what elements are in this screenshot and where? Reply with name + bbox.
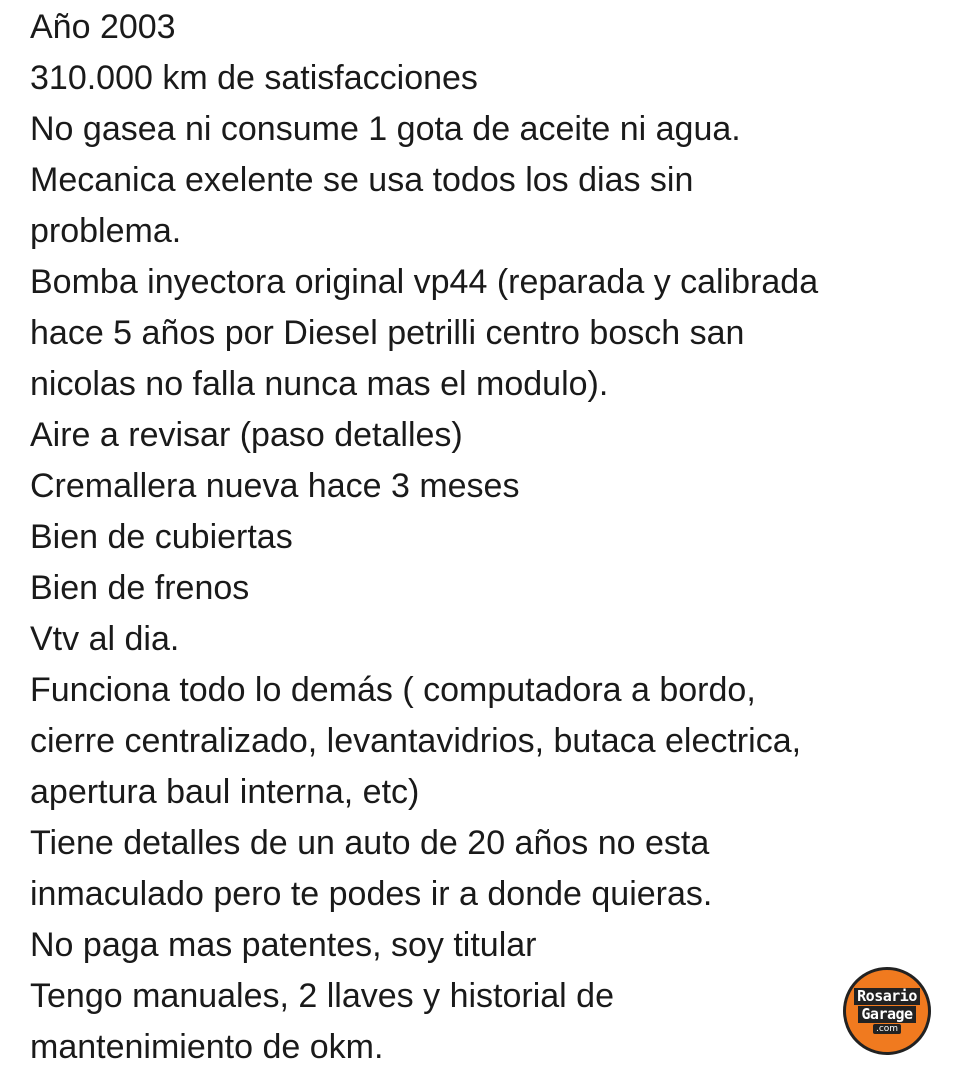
text-line: mantenimiento de okm. — [30, 1028, 384, 1066]
text-line: inmaculado pero te podes ir a donde quieras. — [30, 875, 713, 913]
text-line: 310.000 km de satisfacciones — [30, 59, 478, 97]
text-line: Aire a revisar (paso detalles) — [30, 416, 463, 454]
text-line: problema. — [30, 212, 182, 250]
text-line: apertura baul interna, etc) — [30, 773, 420, 811]
text-line: Funciona todo lo demás ( computadora a bordo, — [30, 671, 756, 709]
logo-word-com: .com — [873, 1024, 901, 1034]
text-line: Cremallera nueva hace 3 meses — [30, 467, 520, 505]
text-line: No paga mas patentes, soy titular — [30, 926, 537, 964]
text-line: Tengo manuales, 2 llaves y historial de — [30, 977, 614, 1015]
text-line: Tiene detalles de un auto de 20 años no esta — [30, 824, 710, 862]
logo-word-garage: Garage — [858, 1006, 915, 1023]
post-text — [30, 2, 935, 1073]
text-line: hace 5 años por Diesel petrilli centro bosch san — [30, 314, 745, 352]
rosario-garage-logo — [843, 967, 931, 1055]
text-line: No gasea ni consume 1 gota de aceite ni agua. — [30, 110, 741, 148]
text-line: Bien de cubiertas — [30, 518, 293, 556]
text-line: Año 2003 — [30, 8, 176, 46]
text-line: Bomba inyectora original vp44 (reparada y calibrada — [30, 263, 819, 301]
text-line: Vtv al dia. — [30, 620, 180, 658]
text-line: cierre centralizado, levantavidrios, butaca electrica, — [30, 722, 802, 760]
logo-word-rosario: Rosario — [854, 988, 920, 1005]
text-line: Bien de frenos — [30, 569, 250, 607]
text-line: nicolas no falla nunca mas el modulo). — [30, 365, 609, 403]
text-line: Mecanica exelente se usa todos los dias sin — [30, 161, 694, 199]
